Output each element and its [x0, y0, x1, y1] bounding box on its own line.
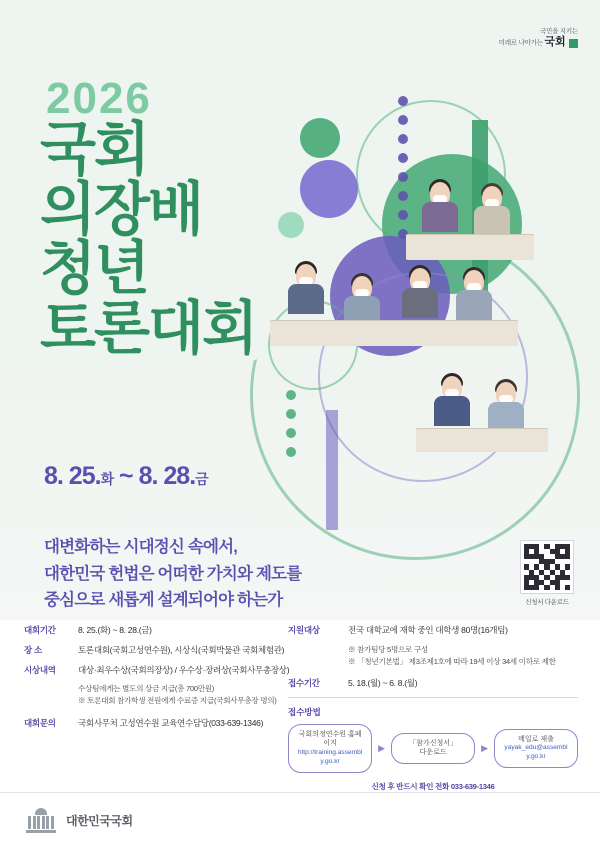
apply-notice: 신청 후 반드시 확인 전화 033-639-1346 — [371, 781, 495, 791]
title-line-3: 청년 — [40, 236, 149, 302]
apply-channel-website[interactable] — [288, 724, 372, 773]
apply-channel-form-sublabel: 다운로드 — [419, 749, 447, 757]
info-row-eligibility — [288, 624, 578, 637]
info-value-eligibility: 전국 대학교에 재학 중인 대학생 80명(16개팀) — [348, 625, 508, 635]
apply-channel-form[interactable] — [391, 733, 475, 764]
desk — [416, 428, 548, 452]
info-value-place: 토론대회(국회고성연수원), 시상식(국회박물관 국회체험관) — [78, 644, 285, 655]
info-row-contact — [24, 717, 296, 730]
apply-title: 접수방법 — [288, 707, 321, 718]
info-right-column — [288, 624, 578, 792]
title-line-2: 의장배 — [40, 176, 203, 242]
gov-badge-square-icon — [569, 39, 578, 48]
qr-caption: 신청서 다운로드 — [525, 599, 569, 606]
apply-channel-form-label: 「참가신청서」 — [409, 739, 457, 747]
info-row-awards — [24, 664, 296, 677]
info-label-application-period: 접수기간 — [288, 678, 320, 689]
info-eligibility-note-2: ※ 「청년기본법」 제3조제1호에 따라 19세 이상 34세 이하로 제한 — [348, 656, 556, 666]
gov-badge — [499, 28, 578, 50]
footer-organization-name: 대한민국국회 — [66, 814, 133, 828]
apply-channels — [288, 724, 578, 773]
info-label-awards: 시상내역 — [24, 664, 56, 675]
poster-year: 2026 — [46, 74, 152, 123]
footer — [0, 792, 600, 848]
info-awards-note-2: ※ 토론대회 참가학생 전원에게 수료증 지급(국회사무총장 명의) — [78, 696, 277, 706]
info-row-application-period — [288, 677, 578, 690]
apply-channel-email[interactable] — [494, 729, 578, 768]
info-label-contact: 대회문의 — [24, 717, 56, 728]
gov-badge-line2-wrap — [499, 36, 578, 50]
slogan-line-3: 중심으로 새롭게 설계되어야 하는가 — [44, 591, 283, 610]
info-value-application-period: 5. 18.(월) ~ 6. 8.(월) — [348, 678, 418, 689]
info-label-period: 대회기간 — [24, 625, 56, 635]
info-row-place — [24, 644, 296, 657]
arrow-right-icon-2: ▶ — [481, 742, 488, 753]
info-value-awards: 대상·최우수상(국회의장상) / 우수상·장려상(국회사무총장상) — [78, 664, 290, 675]
info-row-period — [24, 624, 296, 637]
info-label-place: 장 소 — [24, 644, 42, 655]
event-date-end-day: 금 — [195, 471, 208, 487]
apply-channel-email-label: 메일로 제출 — [518, 735, 554, 743]
slogan-line-2: 대한민국 헌법은 어떠한 가치와 제도를 — [44, 564, 302, 583]
event-dates — [44, 462, 208, 491]
apply-channel-website-label: 국회의정연수원 홈페이지 — [298, 731, 362, 748]
qr-block[interactable] — [520, 540, 574, 606]
title-line-1: 국회 — [40, 117, 149, 182]
event-date-start-day: 화 — [100, 471, 114, 487]
gov-badge-word: 국회 — [544, 36, 566, 49]
arrow-right-icon: ▶ — [378, 742, 386, 753]
apply-channel-website-url[interactable]: http://training.assembly.go.kr — [297, 748, 363, 765]
slogan-line-1: 대변화하는 시대정신 속에서, — [44, 538, 238, 556]
gov-badge-line1: 국민을 지키는 — [539, 28, 578, 35]
info-awards-note-1: 수상팀에게는 별도의 상금 지급(총 700만원) — [78, 684, 215, 694]
info-divider — [288, 697, 578, 698]
qr-code-icon[interactable] — [520, 540, 574, 594]
info-value-contact: 국회사무처 고성연수원 교육연수담당(033-639-1346) — [78, 717, 264, 728]
assembly-emblem-icon — [26, 808, 56, 834]
info-eligibility-note-1: ※ 참가팀당 5명으로 구성 — [348, 644, 428, 654]
event-date-mid: ~ 8. 28. — [119, 462, 196, 490]
desk — [406, 234, 534, 260]
slogan — [44, 534, 464, 614]
title-line-4: 토론대회 — [40, 296, 257, 362]
gov-badge-line2: 미래로 나아가는 — [498, 39, 543, 47]
info-value-period: 8. 25.(화) ~ 8. 28.(금) — [78, 625, 152, 635]
poster-title — [40, 117, 340, 362]
info-left-column — [24, 624, 296, 737]
event-date-start: 8. 25. — [44, 462, 101, 490]
apply-channel-email-address[interactable]: yayak_edu@assembly.go.kr — [504, 744, 568, 761]
info-label-eligibility: 지원대상 — [288, 625, 320, 635]
